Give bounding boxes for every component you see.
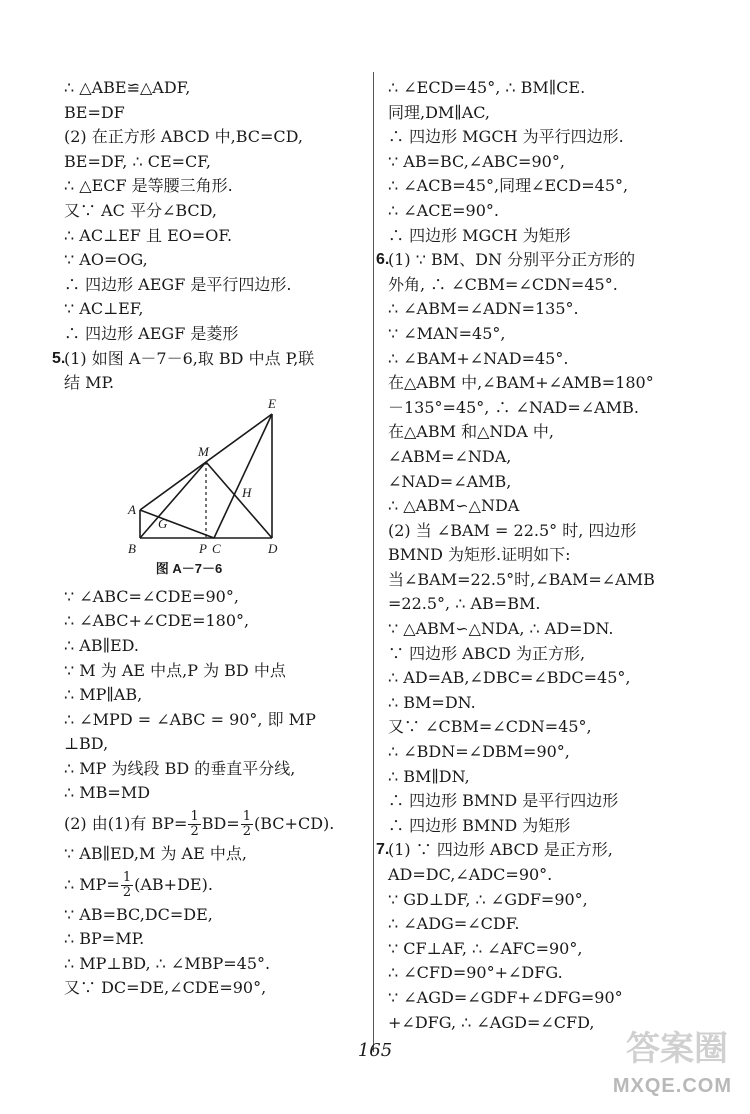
segment-md	[206, 462, 272, 538]
segment-ce	[214, 414, 272, 538]
text-line: ∵ ∠MAN=45°,	[388, 323, 506, 343]
text-line: =22.5°, ∴ AB=BM.	[388, 594, 541, 614]
text-line: (2) 当 ∠BAM = 22.5° 时, 四边形	[388, 520, 637, 540]
frac-numerator: 1	[190, 809, 199, 825]
text-line: ∴ ∠ABC+∠CDE=180°,	[64, 611, 250, 631]
text-line: ∴ △ECF 是等腰三角形.	[64, 176, 233, 196]
frac-numerator: 1	[122, 869, 132, 885]
text-line: ∴ BP=MP.	[64, 929, 145, 949]
question-text: (1) ∵ BM、DN 分别平分正方形的	[388, 250, 636, 270]
column-divider	[373, 72, 374, 1052]
question-number: 5.	[52, 349, 66, 367]
text-line: ∴ ∠ABM=∠ADN=135°.	[388, 299, 579, 319]
fraction-one-half	[188, 810, 200, 839]
label-b: B	[128, 540, 136, 556]
bp-prefix: (2) 由(1)有 BP=	[64, 814, 188, 834]
label-m: M	[198, 443, 209, 459]
segment-bm	[140, 462, 206, 538]
text-line: ∴ MB=MD	[64, 783, 151, 803]
mp-prefix: ∴ MP=	[64, 874, 120, 894]
text-line: ∵ AB=BC,∠ABC=90°,	[388, 151, 565, 171]
text-line: ∴ MP∥AB,	[64, 685, 143, 705]
text-line: 在△ABM 和△NDA 中,	[388, 422, 554, 442]
text-line: ∴ 四边形 AEGF 是菱形	[64, 323, 239, 343]
text-line: ∵ AB∥ED,M 为 AE 中点,	[64, 844, 247, 864]
text-line: 又∵ DC=DE,∠CDE=90°,	[64, 978, 267, 998]
text-line: ∴ MP 为线段 BD 的垂直平分线,	[64, 758, 296, 778]
text-line: 同理,DM∥AC,	[388, 102, 491, 122]
figure-diagram	[64, 396, 369, 556]
text-line: BE=DF, ∴ CE=CF,	[64, 151, 211, 171]
text-line: 当∠BAM=22.5°时,∠BAM=∠AMB	[388, 569, 655, 589]
frac-denominator: 2	[190, 824, 199, 840]
text-line: ∴ ∠ACB=45°,同理∠ECD=45°,	[388, 176, 629, 196]
text-line: ∵ ∠AGD=∠GDF+∠DFG=90°	[388, 987, 623, 1007]
bp-fraction-line	[64, 806, 369, 842]
label-a: A	[128, 501, 136, 517]
label-g: G	[158, 515, 168, 531]
text-line: ∴ 四边形 AEGF 是平行四边形.	[64, 274, 292, 294]
text-line: ∵ 四边形 ABCD 为正方形,	[388, 643, 586, 663]
text-line: ∴ MP⊥BD, ∴ ∠MBP=45°.	[64, 953, 271, 973]
watermark-logo: 答案圈	[626, 1029, 728, 1069]
text-line: ∴ ∠ADG=∠CDF.	[388, 914, 520, 934]
frac-denominator: 2	[122, 884, 132, 900]
text-line: 又∵ AC 平分∠BCD,	[64, 200, 218, 220]
text-line: ∴ ∠BDN=∠DBM=90°,	[388, 742, 570, 762]
text-line: BMND 为矩形.证明如下:	[388, 545, 571, 565]
text-line: ∵ CF⊥AF, ∴ ∠AFC=90°,	[388, 938, 583, 958]
text-line: (2) 在正方形 ABCD 中,BC=CD,	[64, 127, 303, 147]
frac-denominator: 2	[242, 824, 251, 840]
text-line: +∠DFG, ∴ ∠AGD=∠CFD,	[388, 1012, 595, 1032]
text-line: ∴ AD=AB,∠DBC=∠BDC=45°,	[388, 668, 631, 688]
question-text: (1) ∵ 四边形 ABCD 是正方形,	[388, 840, 613, 860]
text-line: ∵ M 为 AE 中点,P 为 BD 中点	[64, 660, 286, 680]
question-6-header	[376, 248, 706, 273]
text-line: ∴ 四边形 BMND 为矩形	[388, 815, 571, 835]
text-line: ∴ △ABE≌△ADF,	[64, 78, 191, 97]
question-text: (1) 如图 A－7－6,取 BD 中点 P,联	[64, 348, 315, 368]
text-line: ∴ BM∥DN,	[388, 766, 470, 786]
text-line: ∴ ∠ECD=45°, ∴ BM∥CE.	[388, 78, 586, 97]
text-line: ∴ BM=DN.	[388, 692, 476, 712]
bp-mid: BD=	[201, 814, 240, 834]
question-number: 7.	[376, 841, 390, 859]
text-line: ∠ABM=∠NDA,	[388, 446, 512, 466]
bp-suffix: (BC+CD).	[254, 814, 335, 834]
text-line: ∵ AC⊥EF,	[64, 299, 144, 319]
left-column	[52, 76, 369, 1001]
text-line: AD=DC,∠ADC=90°.	[388, 865, 553, 884]
label-e: E	[268, 395, 276, 411]
figure-caption: 图 A－7－6	[155, 560, 223, 576]
watermark	[592, 1026, 742, 1106]
text-line: 结 MP.	[64, 373, 115, 393]
text-line: －135°=45°, ∴ ∠NAD=∠AMB.	[388, 397, 639, 417]
text-line: 外角, ∴ ∠CBM=∠CDN=45°.	[388, 274, 618, 294]
mp-fraction-line	[64, 867, 369, 903]
label-d: D	[268, 540, 278, 556]
text-line: ∴ AB∥ED.	[64, 635, 139, 655]
text-line: ∴ ∠BAM+∠NAD=45°.	[388, 348, 569, 368]
frac-numerator: 1	[242, 809, 251, 825]
question-7-header	[376, 838, 706, 863]
text-line: ∵ ∠ABC=∠CDE=90°,	[64, 586, 239, 606]
geometry-figure	[64, 396, 369, 556]
text-line: ∵ GD⊥DF, ∴ ∠GDF=90°,	[388, 889, 588, 909]
text-line: ∠NAD=∠AMB,	[388, 471, 512, 491]
text-line: 又∵ ∠CBM=∠CDN=45°,	[388, 717, 592, 737]
text-line: ∴ 四边形 MGCH 为平行四边形.	[388, 127, 624, 147]
question-number: 6.	[376, 251, 390, 269]
right-column	[376, 76, 706, 1035]
label-h: H	[242, 484, 252, 500]
text-line: ∴ 四边形 MGCH 为矩形	[388, 225, 571, 245]
text-line: ∴ 四边形 BMND 是平行四边形	[388, 791, 619, 811]
text-line: ⊥BD,	[64, 734, 109, 754]
text-line: ∵ AB=BC,DC=DE,	[64, 904, 213, 924]
fraction-one-half	[121, 871, 133, 900]
text-line: ∵ △ABM∽△NDA, ∴ AD=DN.	[388, 619, 614, 639]
label-c: C	[212, 540, 221, 556]
mp-suffix: (AB+DE).	[134, 874, 213, 894]
text-line: ∴ ∠ACE=90°.	[388, 200, 499, 220]
label-p: P	[199, 540, 207, 556]
text-line: BE=DF	[64, 102, 125, 122]
text-line: ∴ AC⊥EF 且 EO=OF.	[64, 225, 233, 245]
text-line: 在△ABM 中,∠BAM+∠AMB=180°	[388, 373, 654, 393]
question-5-header	[52, 347, 369, 372]
text-line: ∴ ∠CFD=90°+∠DFG.	[388, 963, 563, 983]
page-number: 165	[357, 1040, 393, 1061]
watermark-site: MXQE.COM	[612, 1075, 732, 1097]
text-line: ∴ △ABM∽△NDA	[388, 496, 520, 516]
text-line: ∵ AO=OG,	[64, 250, 148, 270]
fraction-one-half	[241, 810, 253, 839]
text-line: ∴ ∠MPD = ∠ABC = 90°, 即 MP	[64, 709, 316, 729]
